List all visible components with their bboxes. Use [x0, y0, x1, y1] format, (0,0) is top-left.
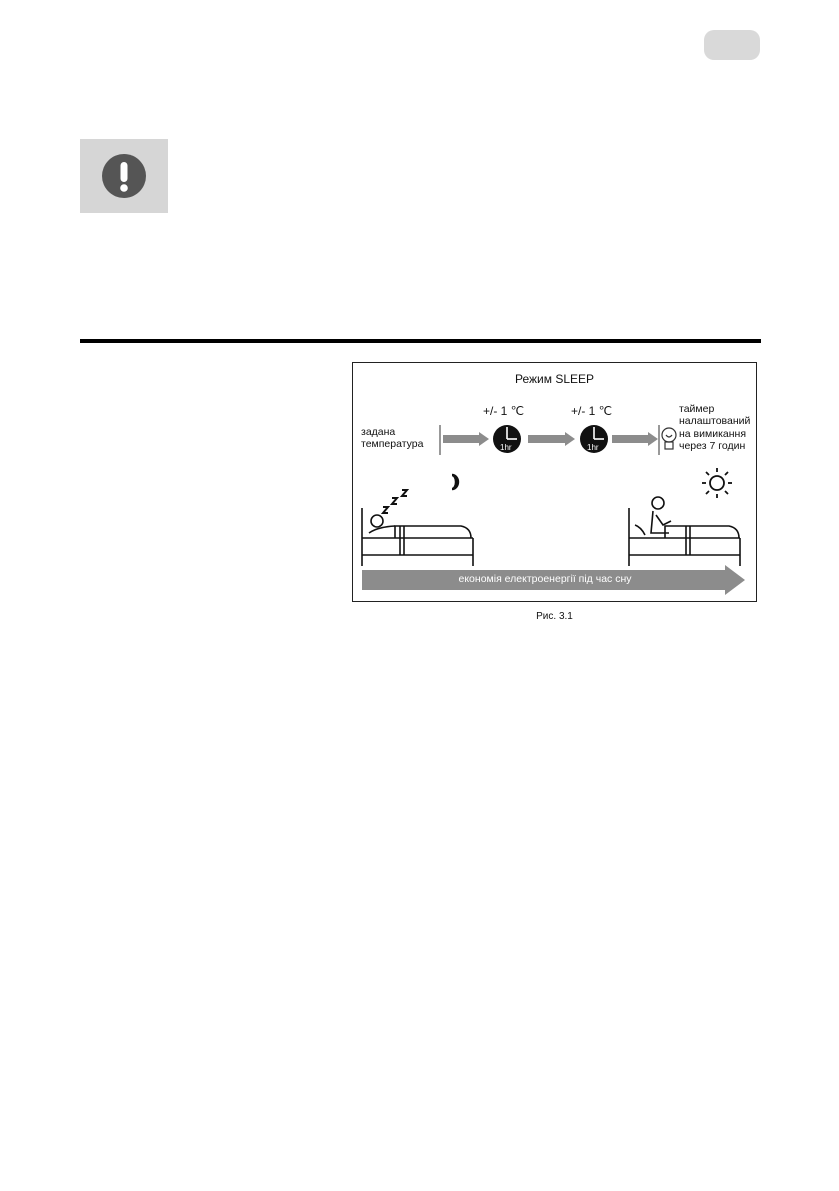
moon-icon [452, 475, 458, 489]
step1-temperature-change: +/- 1 ℃ [483, 404, 525, 418]
timer-text-line1: таймер [679, 403, 715, 415]
step2-temperature-change: +/- 1 ℃ [571, 404, 613, 418]
exclamation-icon [101, 153, 147, 199]
sleep-mode-figure [352, 362, 757, 602]
sleep-mode-diagram [353, 363, 758, 603]
clock2-label: 1hr [587, 443, 599, 452]
energy-saving-label: економія електроенергії під час сну [458, 573, 632, 585]
set-temperature-label-line2: температура [361, 438, 424, 450]
flow-arrow-2 [528, 432, 575, 446]
set-temperature-label-line1: задана [361, 426, 396, 438]
timer-text-line2: налаштований [679, 415, 751, 427]
timer-text-line3: на вимикання [679, 428, 747, 440]
flow-arrow-3 [612, 432, 658, 446]
figure-title: Режим SLEEP [514, 372, 595, 386]
awake-person-bed [629, 497, 740, 566]
notice-box [80, 139, 168, 213]
sleep-zzz-icon [383, 490, 407, 513]
flow-arrow-1 [443, 432, 489, 446]
page-number-badge [704, 30, 760, 60]
figure-caption: Рис. 3.1 [536, 611, 573, 622]
timer-text-line4: через 7 годин [679, 440, 746, 452]
section-divider [80, 339, 761, 343]
clock1-label: 1hr [500, 443, 512, 452]
light-bulb-icon [662, 428, 676, 449]
sleeping-person-bed [362, 508, 473, 566]
sun-icon [702, 468, 732, 498]
